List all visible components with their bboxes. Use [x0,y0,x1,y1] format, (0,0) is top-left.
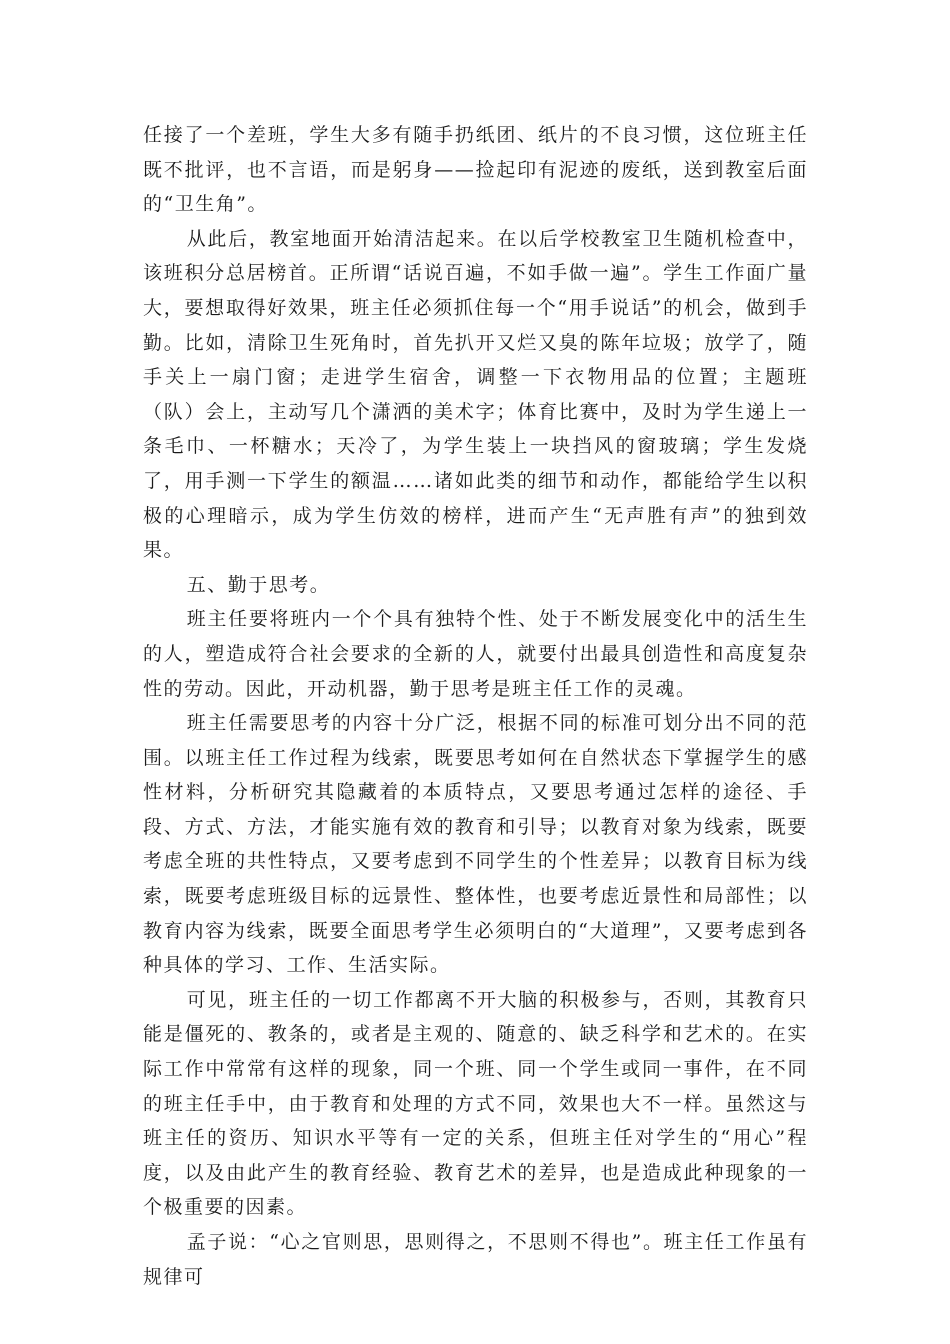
paragraph-hands-on-effect: 从此后，教室地面开始清洁起来。在以后学校教室卫生随机检查中，该班积分总居榜首。正所谓“话说百遍，不如手做一遍”。学生工作面广量大，要想取得好效果，班主任必须抓住每一个“用手说话”的机会，做到手勤。比如，清除卫生死角时，首先扒开又烂又臭的陈年垃圾；放学了，随手关上一扇门窗；走进学生宿舍，调整一下衣物用品的位置；主题班（队）会上，主动写几个潇洒的美术字；体育比赛中，及时为学生递上一条毛巾、一杯糖水；天冷了，为学生装上一块挡风的窗玻璃；学生发烧了，用手测一下学生的额温……诸如此类的细节和动作，都能给学生以积极的心理暗示，成为学生仿效的榜样，进而产生“无声胜有声”的独到效果。 [143,227,808,562]
paragraph-mencius-quote: 孟子说：“心之官则思，思则得之，不思则不得也”。班主任工作虽有规律可 [143,1231,808,1288]
paragraph-continued: 任接了一个差班，学生大多有随手扔纸团、纸片的不良习惯，这位班主任既不批评，也不言语，而是躬身——捡起印有泥迹的废纸，送到教室后面的“卫生角”。 [143,124,808,216]
document-body [143,118,808,1294]
paragraph-brain-participation: 可见，班主任的一切工作都离不开大脑的积极参与，否则，其教育只能是僵死的、教条的，或者是主观的、随意的、缺乏科学和艺术的。在实际工作中常常有这样的现象，同一个班、同一个学生或同一事件，在不同的班主任手中，由于教育和处理的方式不同，效果也大不一样。虽然这与班主任的资历、知识水平等有一定的关系，但班主任对学生的“用心”程度，以及由此产生的教育经验、教育艺术的差异，也是造成此种现象的一个极重要的因素。 [143,988,808,1219]
paragraph-thinking-soul: 班主任要将班内一个个具有独特个性、处于不断发展变化中的活生生的人，塑造成符合社会要求的全新的人，就要付出最具创造性和高度复杂性的劳动。因此，开动机器，勤于思考是班主任工作的灵魂。 [143,608,808,700]
section-heading-think-diligently: 五、勤于思考。 [186,573,331,596]
paragraph-thinking-scope: 班主任需要思考的内容十分广泛，根据不同的标准可划分出不同的范围。以班主任工作过程为线索，既要思考如何在自然状态下掌握学生的感性材料，分析研究其隐藏着的本质特点，又要思考通过怎样的途径、手段、方式、方法，才能实施有效的教育和引导；以教育对象为线索，既要考虑全班的共性特点，又要考虑到不同学生的个性差异；以教育目标为线索，既要考虑班级目标的远景性、整体性，也要考虑近景性和局部性；以教育内容为线索，既要全面思考学生必须明白的“大道理”，又要考虑到各种具体的学习、工作、生活实际。 [143,712,808,977]
